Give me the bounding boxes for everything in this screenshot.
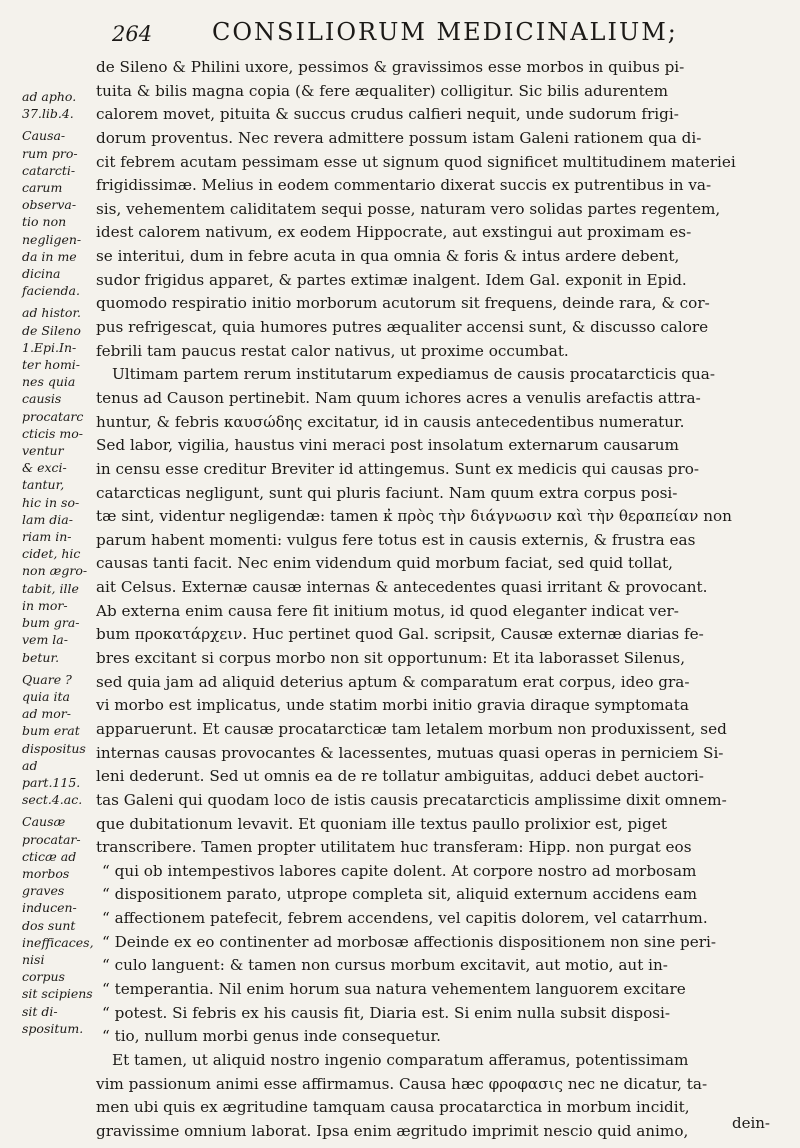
text-line: pus refrigescat, quia humores putres æqualiter accensi sunt, & discusso calore bbox=[96, 318, 709, 337]
margin-note: Quare ? quia ita ad mor- bum erat dispositus ad part.115. sect.4.ac. bbox=[22, 671, 86, 808]
text-line: quomodo respiratio initio morborum acutorum sit frequens, deinde rara, & cor- bbox=[96, 294, 710, 313]
text-line: huntur, & febris καυσώδης excitatur, id in causis antecedentibus numeratur. bbox=[96, 412, 685, 431]
text-line: se interitui, dum in febre acuta in qua omnia & foris & intus ardere debent, bbox=[96, 247, 680, 266]
running-head: CONSILIORUM MEDICINALIUM; bbox=[212, 18, 678, 46]
text-line: Ultimam partem rerum institutarum expediamus de causis procatarcticis qua- bbox=[112, 365, 715, 384]
text-line: “ tio, nullum morbi genus inde consequetur. bbox=[102, 1027, 441, 1046]
text-line: bres excitant si corpus morbo non sit opportunum: Et ita laborasset Silenus, bbox=[96, 649, 686, 668]
text-line: internas causas provocantes & lacessentes, mutuas quasi operas in perniciem Si- bbox=[96, 743, 724, 762]
text-line: “ qui ob intempestivos labores capite dolent. At corpore nostro ad morbosam bbox=[102, 861, 697, 880]
text-line: catarcticas negligunt, sunt qui pluris faciunt. Nam quum extra corpus posi- bbox=[96, 483, 678, 502]
margin-note: Causæ procatar- cticæ ad morbos graves inducen- dos sunt inefficaces, nisi corpus sit scipiens sit di- spositum. bbox=[22, 814, 94, 1036]
text-line: Et tamen, ut aliquid nostro ingenio comparatum afferamus, potentissimam bbox=[112, 1050, 689, 1069]
text-line: gravissime omnium laborat. Ipsa enim ægritudo imprimit nescio quid animo, bbox=[96, 1121, 689, 1140]
text-line: transcribere. Tamen propter utilitatem huc transferam: Hipp. non purgat eos bbox=[96, 838, 692, 857]
text-line: calorem movet, pituita & succus crudus calfieri nequit, unde sudorum frigi- bbox=[96, 105, 679, 124]
page-number: 264 bbox=[112, 22, 153, 46]
text-line: Ab externa enim causa fere fit initium motus, id quod eleganter indicat ver- bbox=[96, 601, 679, 620]
text-line: parum habent momenti: vulgus fere totus est in causis externis, & frustra eas bbox=[96, 530, 696, 549]
text-line: cit febrem acutam pessimam esse ut signum quod significet multitudinem materiei bbox=[96, 152, 736, 171]
text-line: dorum proventus. Nec revera admittere possum istam Galeni rationem qua di- bbox=[96, 128, 702, 147]
margin-note: ad histor. de Sileno 1.Epi.In- ter homi- nes quia causis procatarc cticis mo- ventur & exci- tantur, hic in so- lam dia- riam in- cidet, hic non ægro- tabit, ille in mor- bum gra- vem la- betur. bbox=[22, 305, 88, 665]
text-line: “ potest. Si febris ex his causis fit, Diaria est. Si enim nulla subsit disposi- bbox=[102, 1003, 671, 1022]
text-line: sudor frigidus apparet, & partes extimæ inalgent. Idem Gal. exponit in Epid. bbox=[96, 270, 687, 289]
text-line: vim passionum animi esse affirmamus. Causa hæc φροφασις nec ne dicatur, ta- bbox=[96, 1074, 708, 1093]
margin-note: Causa- rum pro- catarcti- carum observa- tio non negligen- da in me dicina facienda. bbox=[22, 128, 82, 299]
text-line: leni dederunt. Sed ut omnis ea de re tollatur ambiguitas, adduci debet auctori- bbox=[96, 767, 704, 786]
text-line: sed quia jam ad aliquid deterius aptum & comparatum erat corpus, ideo gra- bbox=[96, 672, 690, 691]
text-line: tuita & bilis magna copia (& fere æqualiter) colligitur. Sic bilis adurentem bbox=[96, 81, 669, 100]
text-line: “ affectionem patefecit, febrem accendens, vel capitis dolorem, vel catarrhum. bbox=[102, 909, 708, 928]
text-line: ait Celsus. Externæ causæ internas & antecedentes quasi irritant & provocant. bbox=[96, 578, 708, 597]
text-line: tenus ad Causon pertinebit. Nam quum ichores acres a venulis arefactis attra- bbox=[96, 388, 701, 407]
text-line: in censu esse creditur Breviter id attingemus. Sunt ex medicis qui causas pro- bbox=[96, 459, 700, 478]
catchword: dein- bbox=[731, 1114, 770, 1132]
text-line: “ Deinde ex eo continenter ad morbosæ affectionis dispositionem non sine peri- bbox=[102, 932, 717, 951]
text-line: tas Galeni qui quodam loco de istis causis precatarcticis amplissime dixit omnem- bbox=[96, 790, 727, 809]
text-line: causas tanti facit. Nec enim videndum quid morbum faciat, sed quid tollat, bbox=[96, 554, 673, 573]
margin-notes bbox=[22, 88, 102, 1042]
text-line: frigidissimæ. Melius in eodem commentario dixerat succis ex putrentibus in va- bbox=[96, 176, 712, 195]
text-line: Sed labor, vigilia, haustus vini meraci post insolatum externarum causarum bbox=[96, 436, 679, 455]
text-line: “ temperantia. Nil enim horum sua natura vehementem languorem excitare bbox=[102, 979, 686, 998]
text-line: men ubi quis ex ægritudine tamquam causa procatarctica in morbum incidit, bbox=[96, 1098, 690, 1117]
text-line: idest calorem nativum, ex eodem Hippocrate, aut exstingui aut proximam es- bbox=[96, 223, 692, 242]
text-line: “ culo languent: & tamen non cursus morbum excitavit, aut motio, aut in- bbox=[102, 956, 668, 975]
text-line: tæ sint, videntur negligendæ: tamen κ̓ πρὸς τὴν διάγνωσιν καὶ τὴν θεραπείαν non bbox=[96, 507, 732, 526]
margin-note: ad apho. 37.lib.4. bbox=[22, 89, 77, 122]
text-line: que dubitationum levavit. Et quoniam ille textus paullo prolixior est, piget bbox=[96, 814, 667, 833]
main-text bbox=[96, 56, 774, 1143]
text-line: febrili tam paucus restat calor nativus, ut proxime occumbat. bbox=[96, 341, 569, 360]
text-line: apparuerunt. Et causæ procatarcticæ tam letalem morbum non produxissent, sed bbox=[96, 719, 727, 738]
text-line: sis, vehementem caliditatem sequi posse, naturam vero solidas partes regentem, bbox=[96, 199, 721, 218]
text-line: de Sileno & Philini uxore, pessimos & gravissimos esse morbos in quibus pi- bbox=[96, 58, 685, 76]
page-header bbox=[112, 16, 762, 50]
text-line: vi morbo est implicatus, unde statim morbi initio gravia diraque symptomata bbox=[96, 696, 689, 715]
text-line: bum προκατάρχειν. Huc pertinet quod Gal. scripsit, Causæ externæ diarias fe- bbox=[96, 625, 704, 644]
text-line: “ dispositionem parato, utprope completa sit, aliquid externum accidens eam bbox=[102, 885, 697, 904]
